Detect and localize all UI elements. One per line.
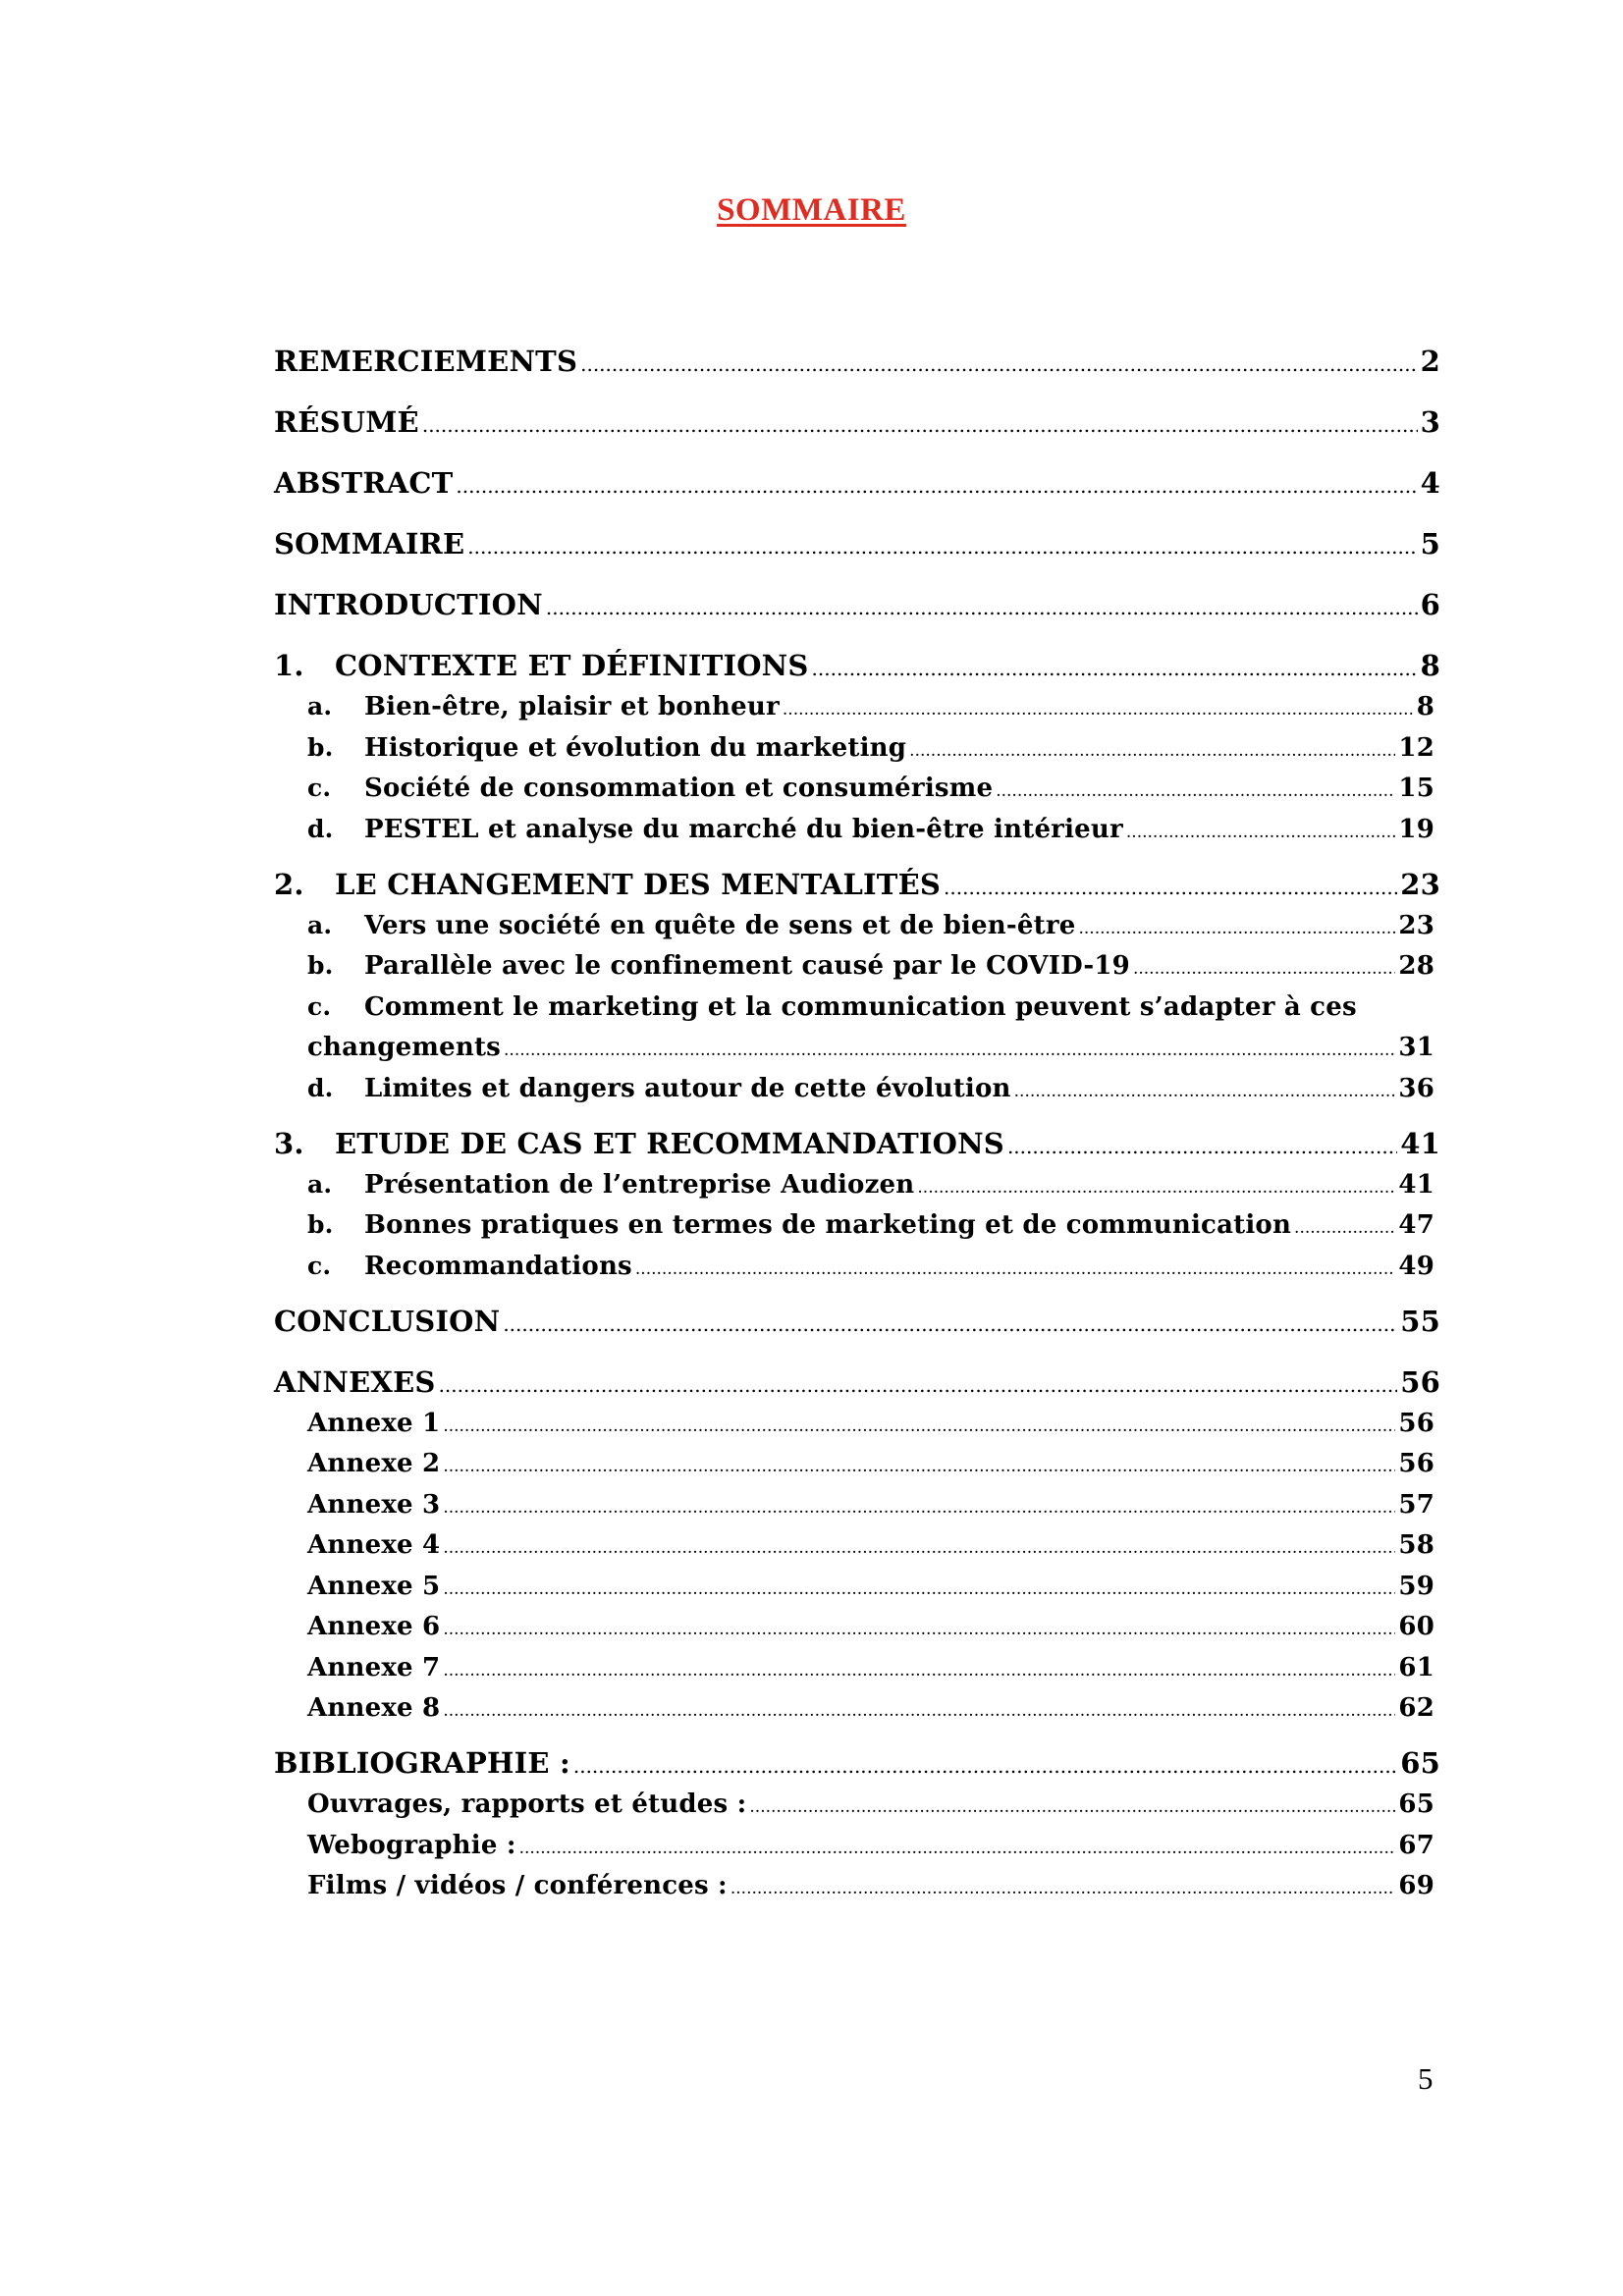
toc-entry-page: 49 (1398, 1251, 1434, 1281)
toc-entry-label: Annexe 7 (307, 1652, 441, 1682)
toc-entry-page: 65 (1400, 1746, 1440, 1780)
dot-leader (546, 585, 1418, 627)
toc-entry-annexe-7[interactable] (274, 1650, 1434, 1691)
toc-entry-label: Recommandations (364, 1251, 632, 1281)
toc-entry-annexe-6[interactable] (274, 1609, 1434, 1650)
toc-entry-page: 6 (1420, 588, 1440, 621)
dot-leader (443, 1609, 1395, 1647)
toc-entry-label: Bien-être, plaisir et bonheur (364, 692, 780, 721)
page-number: 5 (1418, 2061, 1434, 2096)
dot-leader (443, 1406, 1395, 1444)
dot-leader (443, 1650, 1395, 1688)
toc-entry-label: Annexe 5 (307, 1571, 441, 1601)
toc-entry-number: b. (307, 951, 334, 980)
toc-entry-section-1[interactable] (274, 646, 1440, 689)
dot-leader (783, 689, 1414, 727)
toc-entry-page: 8 (1420, 649, 1440, 682)
toc-entry-conclusion[interactable] (274, 1302, 1440, 1362)
dot-leader (503, 1302, 1397, 1344)
page-title: SOMMAIRE (717, 192, 906, 228)
toc-entry-page: 58 (1398, 1530, 1434, 1560)
toc-entry-number: c. (307, 1251, 332, 1280)
toc-entry-page: 41 (1400, 1126, 1440, 1160)
toc-entry-label: Société de consommation et consumérisme (364, 774, 994, 803)
dot-leader (422, 402, 1418, 445)
toc-entry-label: CONTEXTE ET DÉFINITIONS (335, 649, 809, 682)
dot-leader (996, 771, 1395, 809)
toc-entry-label: Annexe 2 (307, 1449, 441, 1478)
toc-entry-number: 3. (274, 1126, 304, 1160)
toc-entry-resume[interactable] (274, 402, 1440, 463)
toc-entry-page: 56 (1398, 1449, 1434, 1478)
dot-leader (443, 1569, 1395, 1607)
toc-entry-section-2[interactable] (274, 865, 1440, 908)
toc-entry-label: Comment le marketing et la communication peuvent s’adapter à ces (364, 991, 1357, 1022)
toc-entry-sommaire[interactable] (274, 524, 1440, 585)
dot-leader (1126, 812, 1396, 850)
toc-entry-label: Annexe 4 (307, 1530, 441, 1560)
toc-entry-number: 1. (274, 649, 304, 682)
toc-entry-page: 5 (1420, 527, 1440, 561)
toc-entry-label: ETUDE DE CAS ET RECOMMANDATIONS (335, 1126, 1004, 1160)
dot-leader (443, 1690, 1395, 1729)
toc-entry-label: CONCLUSION (274, 1304, 501, 1338)
dot-leader (1133, 948, 1395, 987)
toc-entry-label: Bonnes pratiques en termes de marketing et de communication (364, 1210, 1292, 1240)
toc-entry-page: 47 (1398, 1210, 1434, 1240)
toc-entry-section-3[interactable] (274, 1124, 1440, 1167)
toc-entry-annexe-3[interactable] (274, 1487, 1434, 1528)
toc-entry-page: 28 (1398, 951, 1434, 981)
toc-entry-bibliographie[interactable] (274, 1743, 1440, 1787)
toc-entry-number: 2. (274, 867, 304, 901)
toc-entry-section-1c[interactable] (274, 771, 1434, 812)
toc-entry-films[interactable] (274, 1868, 1434, 1909)
dot-leader (909, 730, 1395, 769)
toc-entry-label: Annexe 6 (307, 1612, 441, 1641)
toc-entry-page: 23 (1398, 910, 1434, 940)
dot-leader (1294, 1207, 1395, 1246)
toc-entry-page: 31 (1398, 1033, 1434, 1062)
toc-entry-page: 60 (1398, 1612, 1434, 1641)
toc-entry-page: 56 (1398, 1408, 1434, 1438)
toc-entry-label: Annexe 1 (307, 1408, 441, 1438)
toc-entry-label: SOMMAIRE (274, 527, 465, 561)
toc-entry-label: ANNEXES (274, 1364, 436, 1399)
toc-entry-label: Vers une société en quête de sens et de bien-être (364, 910, 1076, 940)
toc-entry-number: d. (307, 814, 334, 843)
toc-entry-page: 2 (1420, 345, 1440, 378)
dot-leader (456, 463, 1417, 506)
dot-leader (730, 1868, 1396, 1906)
toc-entry-annexe-5[interactable] (274, 1569, 1434, 1610)
toc-entry-label: Webographie : (307, 1830, 516, 1860)
toc-entry-label: REMERCIEMENTS (274, 345, 578, 378)
dot-leader (573, 1743, 1397, 1786)
dot-leader (812, 646, 1418, 688)
toc-entry-section-2d[interactable] (274, 1071, 1434, 1124)
toc-entry-annexe-4[interactable] (274, 1527, 1434, 1569)
toc-entry-label: Annexe 3 (307, 1489, 441, 1520)
toc-entry-page: 8 (1416, 692, 1434, 721)
table-of-contents (274, 342, 1440, 1909)
dot-leader (580, 342, 1418, 384)
toc-entry-page: 41 (1398, 1169, 1434, 1200)
dot-leader (1078, 908, 1395, 946)
toc-entry-section-1a[interactable] (274, 689, 1434, 730)
toc-entry-section-3c[interactable] (274, 1249, 1434, 1302)
toc-entry-label: Parallèle avec le confinement causé par le COVID-19 (364, 951, 1130, 981)
toc-entry-label: PESTEL et analyse du marché du bien-être intérieur (364, 814, 1123, 844)
dot-leader (1014, 1071, 1396, 1109)
toc-entry-section-2c-continued[interactable] (274, 1030, 1434, 1071)
toc-entry-page: 55 (1400, 1304, 1440, 1338)
toc-entry-number: c. (307, 774, 332, 802)
toc-entry-page: 3 (1420, 405, 1440, 439)
dot-leader (635, 1249, 1396, 1287)
toc-entry-annexe-8[interactable] (274, 1690, 1434, 1743)
toc-entry-page: 57 (1398, 1489, 1434, 1520)
dot-leader (443, 1446, 1395, 1484)
toc-entry-label: Historique et évolution du marketing (364, 732, 907, 763)
toc-entry-annexe-1[interactable] (274, 1406, 1434, 1447)
toc-entry-ouvrages[interactable] (274, 1787, 1434, 1828)
toc-entry-number: b. (307, 732, 334, 762)
toc-entry-number: b. (307, 1210, 334, 1239)
toc-entry-section-2b[interactable] (274, 948, 1434, 989)
dot-leader (443, 1527, 1395, 1566)
toc-entry-label: Films / vidéos / conférences : (307, 1871, 728, 1900)
toc-entry-label: INTRODUCTION (274, 588, 543, 621)
toc-entry-page: 65 (1398, 1789, 1434, 1819)
toc-entry-page: 4 (1420, 466, 1440, 500)
toc-entry-label: Ouvrages, rapports et études : (307, 1789, 747, 1819)
toc-entry-label-continued: changements (307, 1033, 502, 1062)
toc-entry-section-2c[interactable] (274, 989, 1434, 1031)
dot-leader (519, 1828, 1396, 1866)
toc-entry-abstract[interactable] (274, 463, 1440, 524)
toc-entry-number: d. (307, 1073, 334, 1102)
toc-entry-label: RÉSUMÉ (274, 405, 419, 439)
toc-entry-page: 61 (1398, 1652, 1434, 1682)
toc-entry-label: Annexe 8 (307, 1693, 441, 1723)
toc-entry-page: 69 (1398, 1871, 1434, 1900)
toc-entry-page: 36 (1398, 1073, 1434, 1103)
toc-entry-label: Limites et dangers autour de cette évolution (364, 1073, 1011, 1103)
dot-leader (749, 1787, 1395, 1825)
dot-leader (439, 1362, 1398, 1405)
toc-entry-page: 23 (1400, 867, 1440, 901)
toc-entry-page: 15 (1398, 774, 1434, 803)
dot-leader (443, 1487, 1395, 1525)
toc-entry-number: a. (307, 692, 333, 721)
dot-leader (467, 524, 1417, 566)
toc-entry-introduction[interactable] (274, 585, 1440, 646)
dot-leader (944, 865, 1397, 907)
toc-entry-page: 59 (1398, 1571, 1434, 1601)
toc-entry-annexe-2[interactable] (274, 1446, 1434, 1487)
toc-entry-section-2a[interactable] (274, 908, 1434, 949)
dot-leader (1007, 1124, 1397, 1166)
toc-entry-section-3a[interactable] (274, 1167, 1434, 1208)
toc-entry-remerciements[interactable] (274, 342, 1440, 402)
toc-entry-annexes[interactable] (274, 1362, 1440, 1406)
dot-leader (917, 1167, 1395, 1205)
toc-entry-page: 62 (1398, 1693, 1434, 1723)
toc-entry-section-1d[interactable] (274, 812, 1434, 865)
toc-entry-webographie[interactable] (274, 1828, 1434, 1869)
toc-entry-number: a. (307, 910, 333, 939)
toc-entry-label: ABSTRACT (274, 466, 454, 500)
toc-entry-number: a. (307, 1169, 333, 1199)
toc-entry-section-1b[interactable] (274, 730, 1434, 772)
toc-entry-label: LE CHANGEMENT DES MENTALITÉS (335, 867, 942, 901)
toc-entry-number: c. (307, 991, 332, 1021)
toc-entry-label: BIBLIOGRAPHIE : (274, 1746, 570, 1780)
toc-entry-page: 56 (1400, 1364, 1440, 1399)
toc-entry-page: 12 (1398, 732, 1434, 763)
toc-entry-label: Présentation de l’entreprise Audiozen (364, 1169, 915, 1200)
toc-entry-section-3b[interactable] (274, 1207, 1434, 1249)
toc-entry-page: 19 (1398, 814, 1434, 844)
dot-leader (504, 1030, 1395, 1068)
toc-entry-page: 67 (1398, 1830, 1434, 1860)
